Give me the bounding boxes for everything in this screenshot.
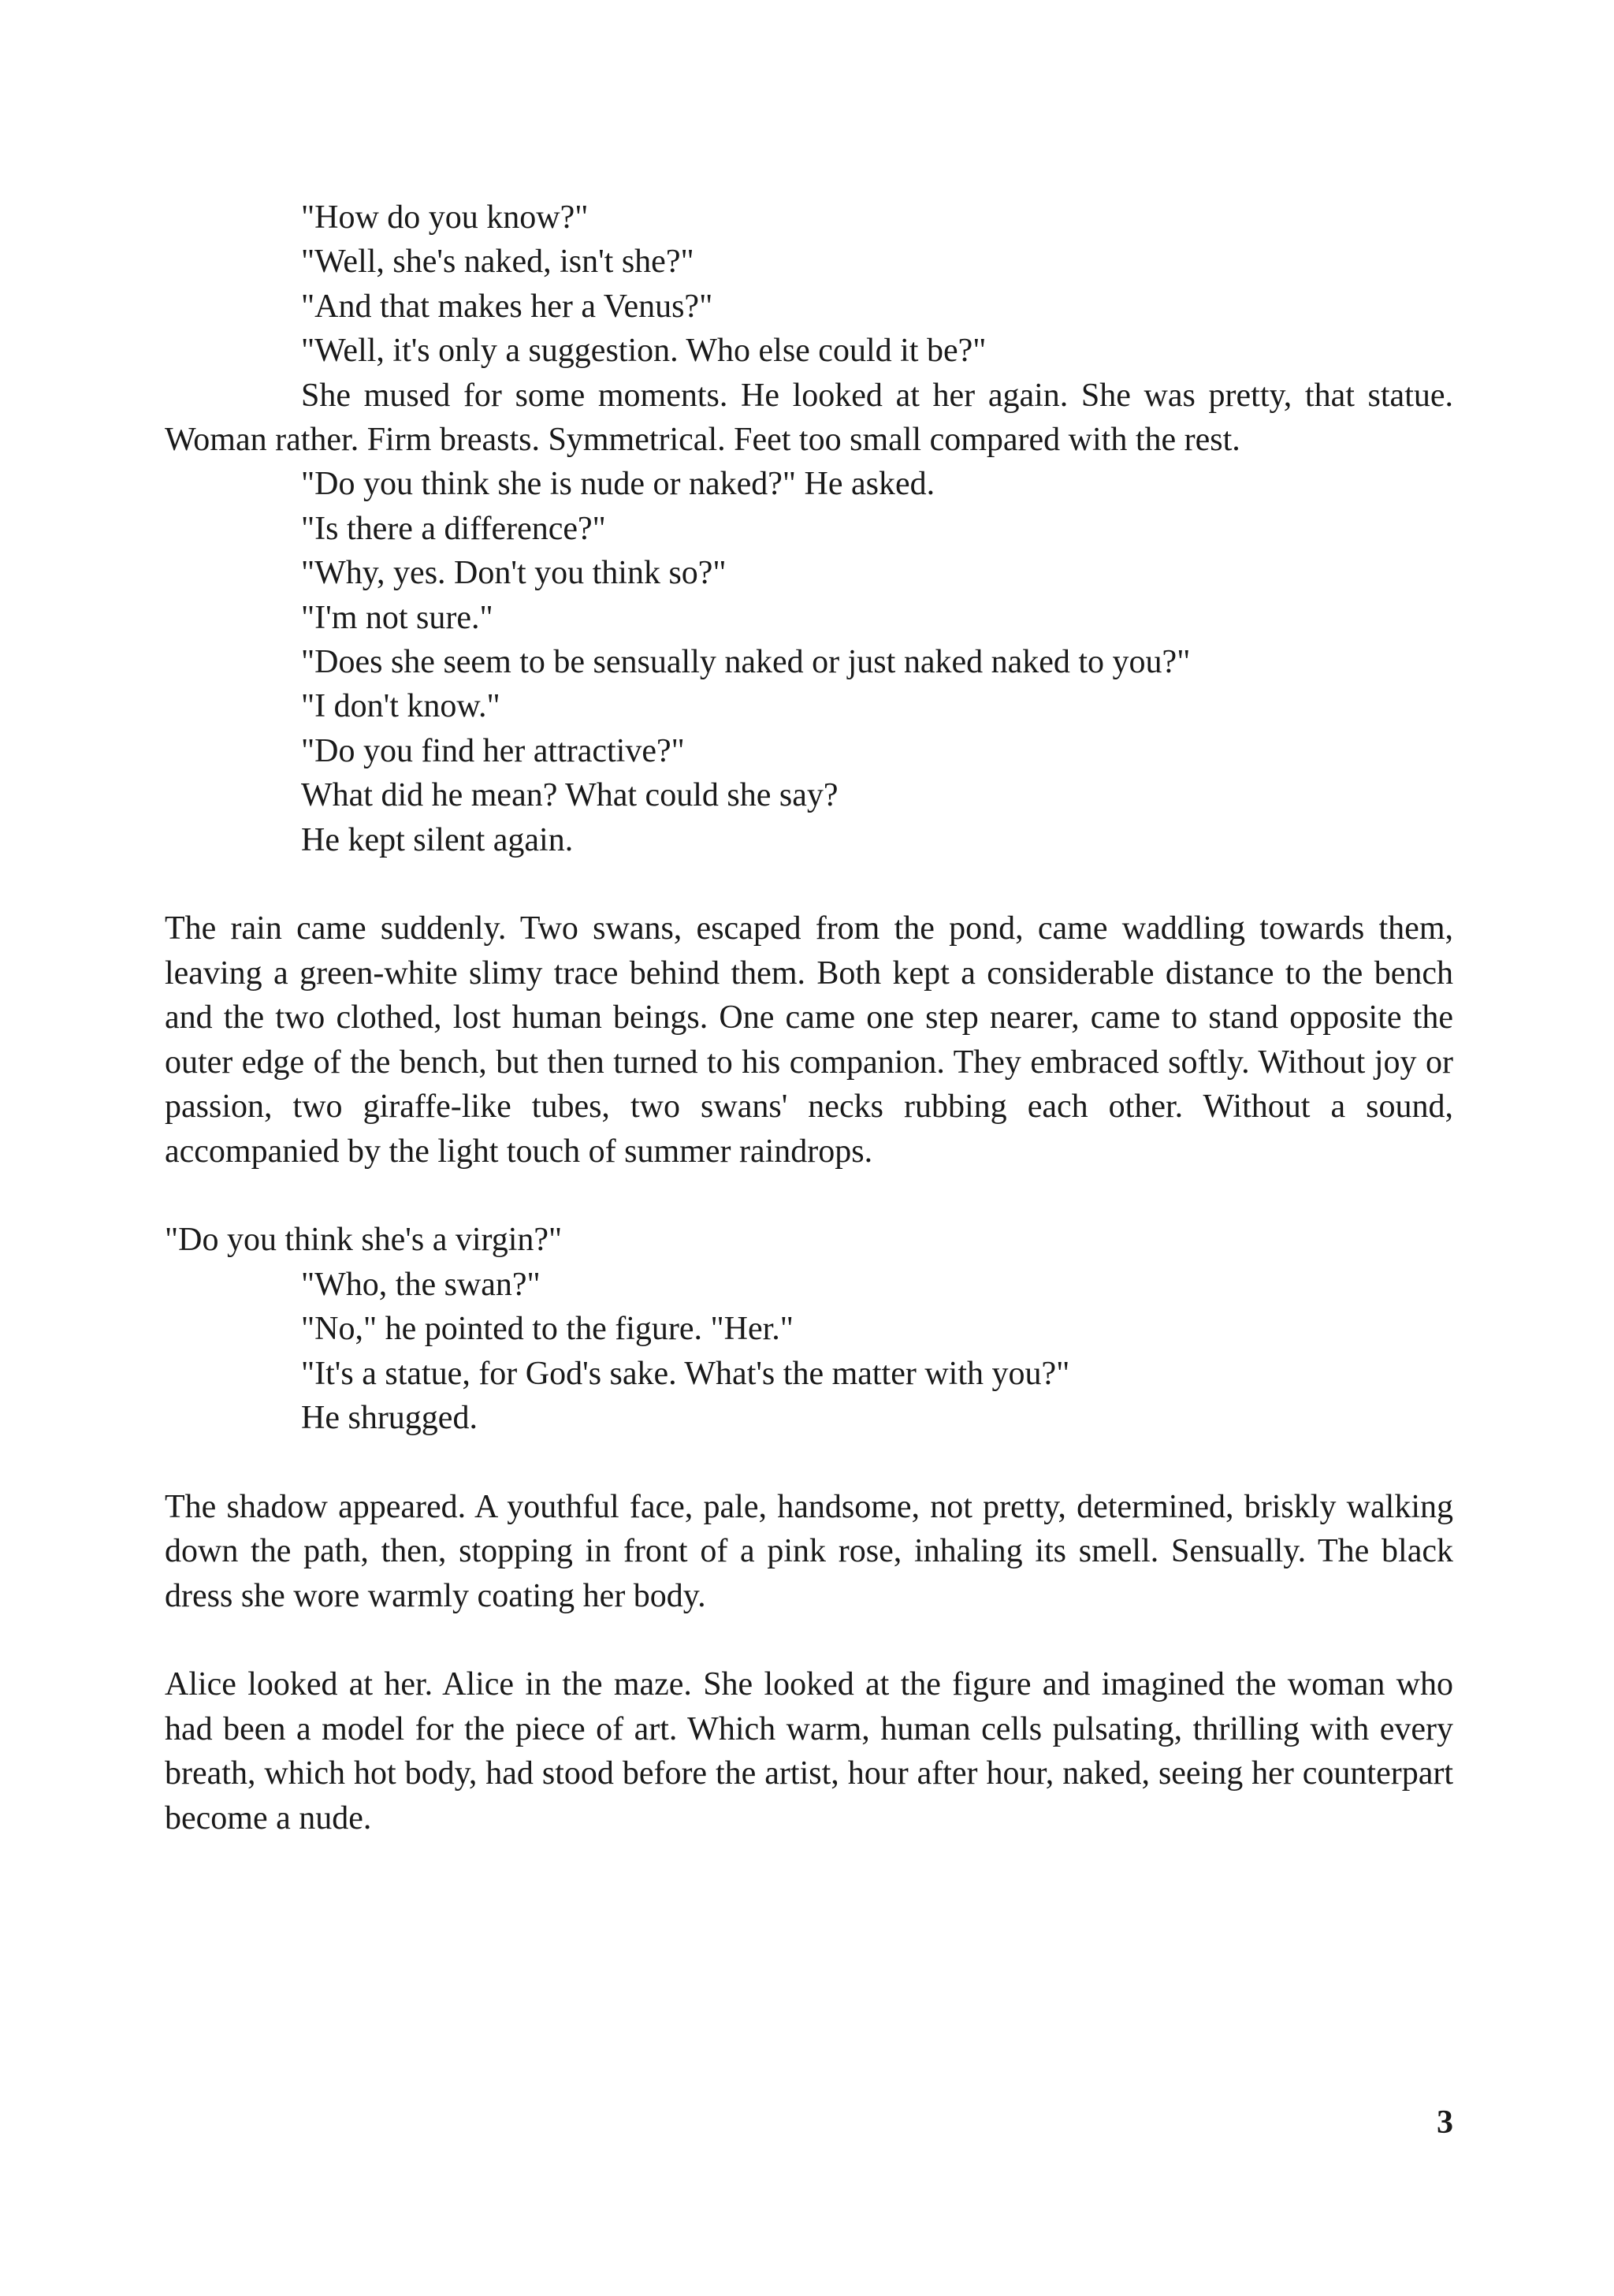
paragraph-gap	[165, 1618, 1453, 1662]
dialogue-line: What did he mean? What could she say?	[301, 777, 839, 814]
dialogue-line: "Do you think she is nude or naked?" He asked.	[301, 466, 935, 503]
paragraph-gap	[165, 862, 1453, 906]
dialogue-line: "Why, yes. Don't you think so?"	[301, 555, 727, 592]
dialogue-line: "Does she seem to be sensually naked or just naked naked to you?"	[301, 644, 1191, 681]
dialogue-line: "How do you know?"	[301, 199, 589, 236]
dialogue-line: "And that makes her a Venus?"	[301, 288, 713, 325]
dialogue-line: He kept silent again.	[301, 821, 574, 858]
dialogue-line: "Is there a difference?"	[301, 510, 606, 547]
dialogue-line: "No," he pointed to the figure. "Her."	[301, 1311, 794, 1348]
dialogue-line: "Well, she's naked, isn't she?"	[301, 244, 694, 281]
narration-paragraph: She mused for some moments. He looked at her again. She was pretty, that statue. Woman rather. Firm breasts. Symmetrical. Feet too small compared with the rest.	[165, 377, 1453, 459]
dialogue-line: "Do you find her attractive?"	[301, 732, 685, 769]
page-number: 3	[1437, 2104, 1453, 2141]
rain-paragraph: The rain came suddenly. Two swans, escaped from the pond, came waddling towards them, leaving a green-white slimy trace behind them. Both kept a considerable distance to the bench and the two clothed, lost human beings. One came one step nearer, came to stand opposite the outer edge of the bench, but then turned to his companion. They embraced softly. Without joy or passion, two giraffe-like tubes, two swans' necks rubbing each other. Without a sound, accompanied by the light touch of summer raindrops.	[165, 910, 1453, 1170]
dialogue-line: "Do you think she's a virgin?"	[165, 1222, 563, 1259]
dialogue-line: He shrugged.	[301, 1399, 478, 1436]
dialogue-line: "Who, the swan?"	[301, 1266, 541, 1303]
dialogue-line: "It's a statue, for God's sake. What's the matter with you?"	[301, 1355, 1070, 1392]
shadow-paragraph: The shadow appeared. A youthful face, pale, handsome, not pretty, determined, briskly walking down the path, then, stopping in front of a pink rose, inhaling its smell. Sensually. The black dress she wore warmly coating her body.	[165, 1488, 1453, 1614]
paragraph-gap	[165, 1174, 1453, 1218]
dialogue-line: "I'm not sure."	[301, 599, 493, 636]
dialogue-line: "Well, it's only a suggestion. Who else could it be?"	[301, 333, 987, 370]
paragraph-gap	[165, 1440, 1453, 1484]
dialogue-line: "I don't know."	[301, 688, 500, 725]
alice-paragraph: Alice looked at her. Alice in the maze. She looked at the figure and imagined the woman who had been a model for the piece of art. Which warm, human cells pulsating, thrilling with every breath, which hot body, had stood before the artist, hour after hour, naked, seeing her counterpart become a nude.	[165, 1666, 1453, 1836]
body-text	[165, 195, 1453, 1840]
